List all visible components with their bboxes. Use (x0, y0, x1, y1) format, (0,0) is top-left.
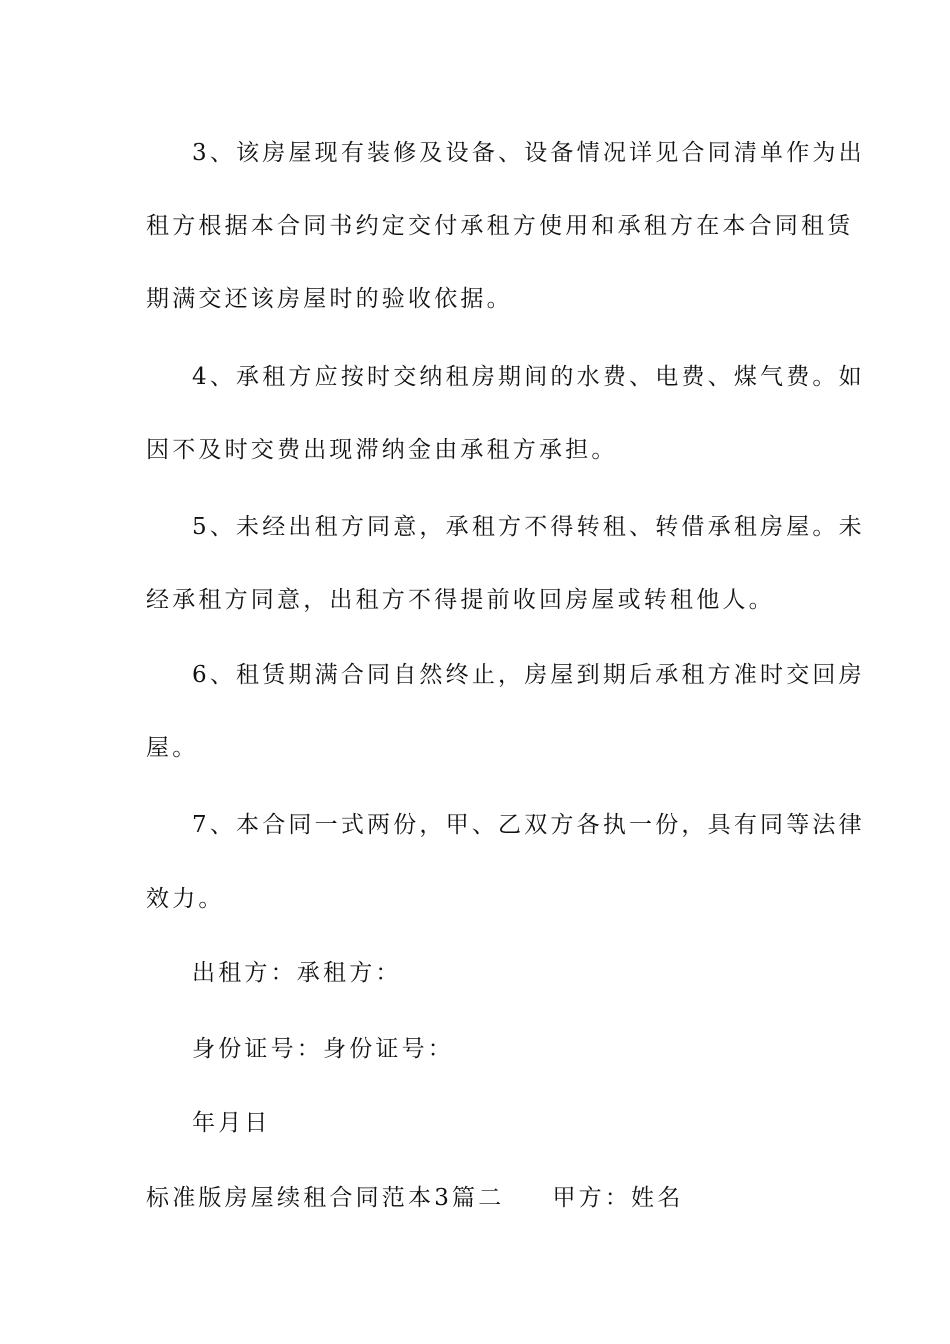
clause-7-line-1: 7、本合同一式两份，甲、乙双方各执一份，具有同等法律 (192, 812, 865, 838)
clause-3-line-1: 3、该房屋现有装修及设备、设备情况详见合同清单作为出 (192, 140, 865, 166)
clause-3-line-3: 期满交还该房屋时的验收依据。 (146, 286, 513, 312)
next-document-title: 标准版房屋续租合同范本3篇二 (146, 1185, 505, 1211)
signature-parties: 出租方：承租方： (192, 960, 402, 986)
signature-id-numbers: 身份证号：身份证号： (192, 1036, 454, 1062)
party-a-name-label: 甲方：姓名 (552, 1185, 684, 1211)
clause-6-line-1: 6、租赁期满合同自然终止，房屋到期后承租方准时交回房 (192, 662, 865, 688)
clause-4-line-2: 因不及时交费出现滞纳金由承租方承担。 (146, 437, 618, 463)
clause-7-line-2: 效力。 (146, 886, 225, 912)
clause-6-line-2: 屋。 (146, 735, 199, 761)
clause-3-line-2: 租方根据本合同书约定交付承租方使用和承租方在本合同租赁 (146, 213, 854, 239)
next-document-header (146, 1183, 826, 1213)
clause-5-line-2: 经承租方同意，出租方不得提前收回房屋或转租他人。 (146, 587, 775, 613)
clause-5-line-1: 5、未经出租方同意，承租方不得转租、转借承租房屋。未 (192, 514, 865, 540)
clause-4-line-1: 4、承租方应按时交纳租房期间的水费、电费、煤气费。如 (192, 364, 865, 390)
signature-date: 年月日 (192, 1110, 271, 1136)
